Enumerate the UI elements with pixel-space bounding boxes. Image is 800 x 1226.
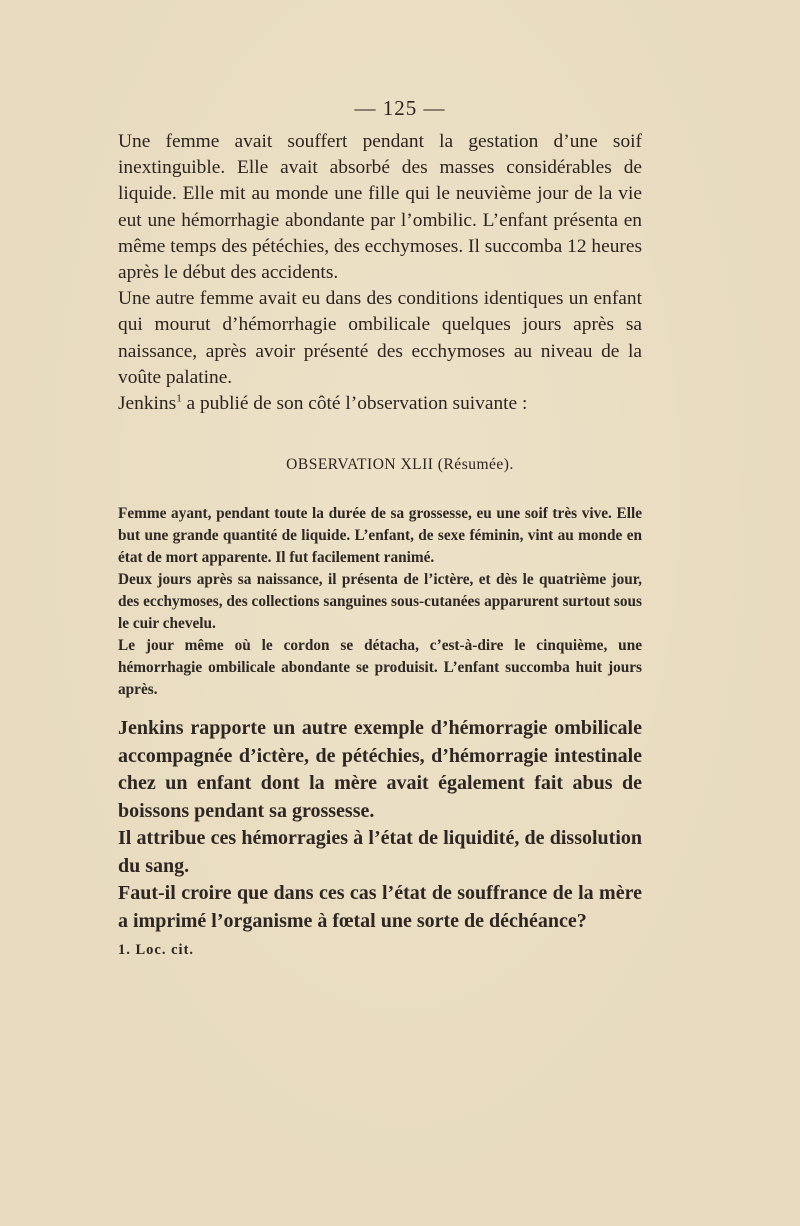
top-text-block [118, 129, 642, 417]
paragraph: Une femme avait souffert pendant la gestation d’une soif inextinguible. Elle avait absorbé des masses considérables de liquide. Elle mit au monde une fille qui le neuvième jour de la vie eut une hémorrhagie abondante par l’ombilic. L’enfant présenta en même temps des pétéchies, des ecchymoses. Il succomba 12 heures après le début des accidents. [118, 131, 642, 284]
observation-title: OBSERVATION XLII (Résumée). [286, 456, 514, 473]
jenkins-name: Jenkins [118, 393, 177, 415]
paragraph: Une autre femme avait eu dans des conditions identiques un enfant qui mourut d’hémorrhagie ombilicale quelques jours après sa naissance, après avoir présenté des ecchymoses au niveau de la voûte palatine. [118, 288, 642, 388]
paragraph: Il attribue ces hémorragies à l’état de liquidité, de dissolution du sang. [118, 827, 642, 877]
observation-paragraph: Le jour même où le cordon se détacha, c’est-à-dire le cinquième, une hémorrhagie ombilicale abondante se produisit. L’enfant succomba huit jours après. [118, 637, 642, 698]
footnote-marker: 1 [176, 392, 182, 405]
observation-paragraph: Femme ayant, pendant toute la durée de sa grossesse, eu une soif très vive. Elle but une grande quantité de liquide. L’enfant, de sexe féminin, vint au monde en état de mort apparente. Il fut facilement ranimé. [118, 505, 642, 566]
paragraph-jenkins [118, 391, 642, 417]
paragraph: Faut-il croire que dans ces cas l’état de souffrance de la mère a imprimé l’organisme à fœtal une sorte de déchéance? [118, 882, 642, 932]
jenkins-line-rest: a publié de son côté l’observation suivante : [181, 393, 528, 415]
bottom-text-block [118, 715, 642, 935]
observation-paragraph: Deux jours après sa naissance, il présenta de l’ictère, et dès le quatrième jour, des ecchymoses, des collections sanguines sous-cutanées apparurent surtout sous le cuir chevelu. [118, 571, 642, 632]
observation-text-block [118, 503, 642, 701]
paragraph: Jenkins rapporte un autre exemple d’hémorragie ombilicale accompagnée d’ictère, de pétéchies, d’hémorragie intestinale chez un enfant dont la mère avait également fait abus de boissons pendant sa grossesse. [118, 717, 642, 822]
page-number: — 125 — [354, 96, 446, 120]
footnote: 1. Loc. cit. [118, 942, 195, 958]
